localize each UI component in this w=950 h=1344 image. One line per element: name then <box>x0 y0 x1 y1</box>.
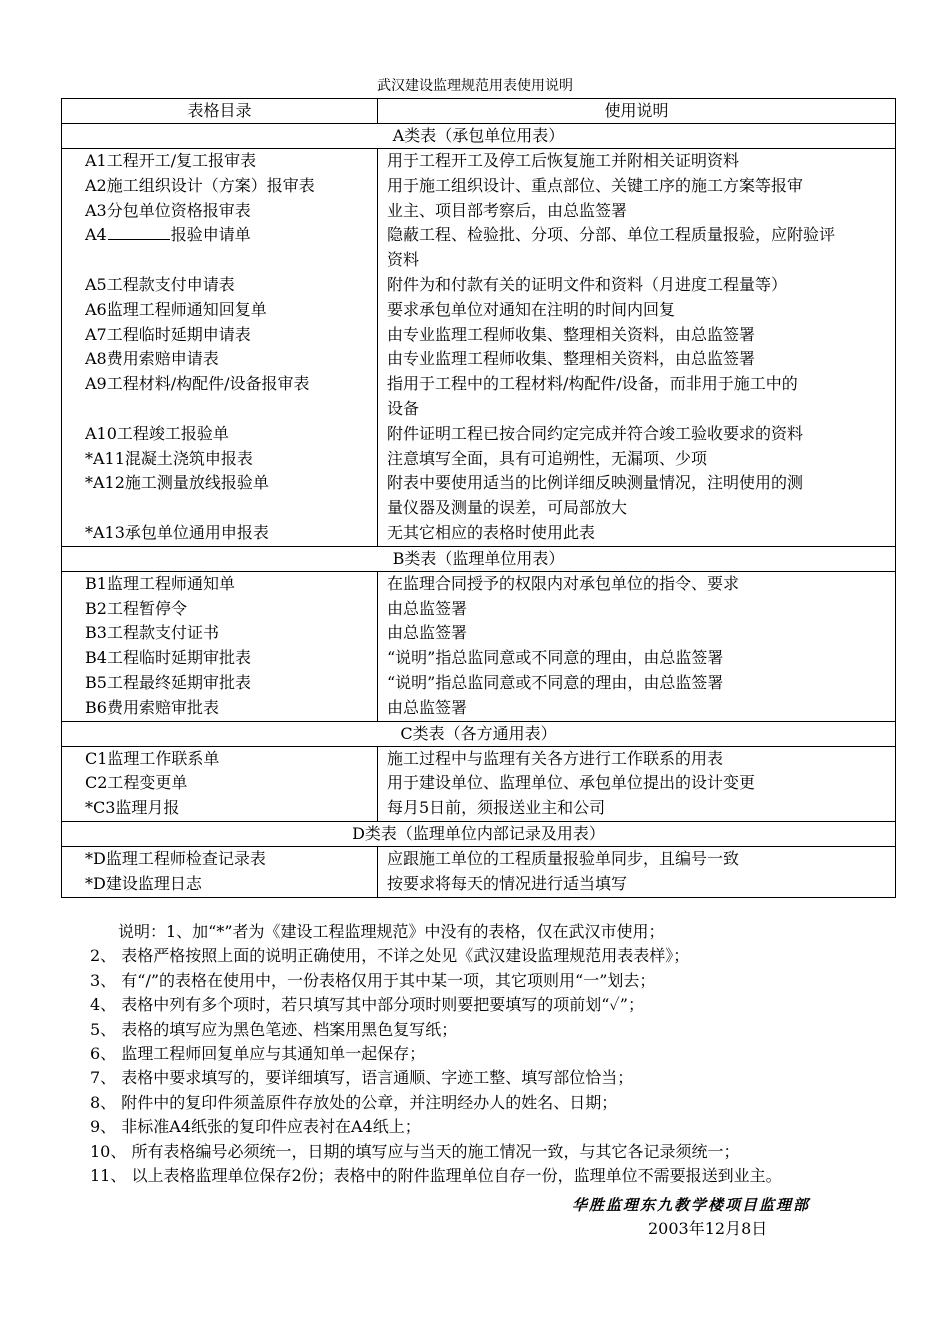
usage-line: 设备 <box>387 398 420 418</box>
form-item: B4工程临时延期审批表 <box>85 648 251 668</box>
form-item: *D建设监理日志 <box>85 873 202 893</box>
section-c-body <box>62 746 896 821</box>
section-b-body <box>62 571 896 721</box>
form-item: A6监理工程师通知回复单 <box>85 299 267 319</box>
usage-line: 无其它相应的表格时使用此表 <box>387 522 596 542</box>
form-item: B6费用索赔审批表 <box>85 697 219 717</box>
usage-line: 由专业监理工程师收集、整理相关资料，由总监签署 <box>387 324 756 344</box>
usage-line: 每月5日前，须报送业主和公司 <box>387 798 606 818</box>
section-b-heading: B类表（监理单位用表） <box>62 546 896 571</box>
form-code-a4: A4 <box>85 225 107 245</box>
section-d-usage <box>378 846 896 897</box>
note-line: 11、 以上表格监理单位保存2份；表格中的附件监理单位自存一份，监理单位不需要报送到业主。 <box>90 1165 782 1185</box>
note-line: 2、 表格严格按照上面的说明正确使用，不详之处见《武汉建设监理规范用表表样》； <box>90 946 690 966</box>
form-item <box>62 397 377 422</box>
issuing-organization: 华胜监理东九教学楼项目监理部 <box>572 1196 811 1214</box>
form-item <box>62 248 377 273</box>
form-item: *A13承包单位通用申报表 <box>85 522 269 542</box>
usage-line: 注意填写全面，具有可追朔性，无漏项、少项 <box>387 448 708 468</box>
section-b-forms <box>62 571 378 721</box>
form-item: B5工程最终延期审批表 <box>85 672 251 692</box>
section-heading-row <box>62 546 896 571</box>
section-c-usage <box>378 746 896 821</box>
usage-line: 附件为和付款有关的证明文件和资料（月进度工程量等） <box>387 274 788 294</box>
usage-line: 按要求将每天的情况进行适当填写 <box>387 873 628 893</box>
usage-line: 指用于工程中的工程材料/构配件/设备，而非用于施工中的 <box>387 374 798 394</box>
form-item: A7工程临时延期申请表 <box>85 324 251 344</box>
usage-notes <box>90 920 940 1188</box>
section-a-usage <box>378 149 896 547</box>
usage-line: 由总监签署 <box>387 598 468 618</box>
form-item: C2工程变更单 <box>85 773 188 793</box>
form-item: *A12施工测量放线报验单 <box>85 473 269 493</box>
form-item: A8费用索赔申请表 <box>85 349 219 369</box>
usage-line: 应跟施工单位的工程质量报验单同步，且编号一致 <box>387 848 740 868</box>
form-item-a4 <box>62 223 377 248</box>
form-item: B3工程款支付证书 <box>85 623 219 643</box>
form-item: A1工程开工/复工报审表 <box>85 151 257 170</box>
form-item: *D监理工程师检查记录表 <box>85 848 266 868</box>
note-line: 6、 监理工程师回复单应与其通知单一起保存； <box>90 1043 426 1063</box>
usage-line: 由总监签署 <box>387 623 468 643</box>
section-c-forms <box>62 746 378 821</box>
usage-line: 资料 <box>387 250 420 270</box>
note-line: 7、 表格中要求填写的，要详细填写，语言通顺、字迹工整、填写部位恰当； <box>90 1068 634 1088</box>
usage-line: 附表中要使用适当的比例详细反映测量情况，注明使用的测 <box>387 473 804 493</box>
form-item: C1监理工作联系单 <box>85 748 220 768</box>
usage-line: 用于工程开工及停工后恢复施工并附相关证明资料 <box>387 151 740 170</box>
section-d-heading: D类表（监理单位内部记录及用表） <box>62 821 896 846</box>
section-d-body <box>62 846 896 897</box>
table-header-row <box>62 99 896 124</box>
usage-line: “说明”指总监同意或不同意的理由，由总监签署 <box>387 648 724 668</box>
section-b-usage <box>378 571 896 721</box>
section-heading-row <box>62 721 896 746</box>
section-a-forms <box>62 149 378 547</box>
form-item: *A11混凝土浇筑申报表 <box>85 448 253 468</box>
form-item: A2施工组织设计（方案）报审表 <box>85 175 315 195</box>
header-usage-notes: 使用说明 <box>378 99 896 124</box>
note-line: 9、 非标准A4纸张的复印件应表衬在A4纸上； <box>90 1117 421 1137</box>
note-line: 8、 附件中的复印件须盖原件存放处的公章，并注明经办人的姓名、日期； <box>90 1092 618 1112</box>
form-a4-suffix: 报验申请单 <box>170 225 251 245</box>
note-line: 5、 表格的填写应为黑色笔迹、档案用黑色复写纸； <box>90 1019 458 1039</box>
section-a-heading: A类表（承包单位用表） <box>62 124 896 149</box>
note-line: 说明：1、加“*”者为《建设工程监理规范》中没有的表格，仅在武汉市使用； <box>118 922 665 941</box>
usage-line: “说明”指总监同意或不同意的理由，由总监签署 <box>387 672 724 692</box>
section-a-body <box>62 149 896 547</box>
form-item <box>62 496 377 521</box>
form-item: A10工程竣工报验单 <box>85 423 229 443</box>
usage-line: 业主、项目部考察后，由总监签署 <box>387 200 628 220</box>
form-item: A3分包单位资格报审表 <box>85 200 251 220</box>
usage-line: 用于建设单位、监理单位、承包单位提出的设计变更 <box>387 773 756 793</box>
usage-line: 要求承包单位对通知在注明的时间内回复 <box>387 299 676 319</box>
note-line: 3、 有“/”的表格在使用中，一份表格仅用于其中某一项，其它项则用“一”划去； <box>90 970 656 990</box>
usage-line: 由总监签署 <box>387 697 468 717</box>
note-line: 10、 所有表格编号必须统一，日期的填写应与当天的施工情况一致，与其它各记录须统一； <box>90 1141 740 1161</box>
form-item: B1监理工程师通知单 <box>85 573 235 593</box>
section-d-forms <box>62 846 378 897</box>
note-line: 4、 表格中列有多个项时，若只填写其中部分项时则要把要填写的项前划“✓”； <box>90 995 644 1015</box>
usage-line: 由专业监理工程师收集、整理相关资料，由总监签署 <box>387 349 756 369</box>
usage-line: 附件证明工程已按合同约定完成并符合竣工验收要求的资料 <box>387 423 804 443</box>
usage-line: 在监理合同授予的权限内对承包单位的指令、要求 <box>387 573 740 593</box>
form-item: A5工程款支付申请表 <box>85 274 235 294</box>
form-item: *C3监理月报 <box>85 798 180 818</box>
usage-line: 施工过程中与监理有关各方进行工作联系的用表 <box>387 748 724 768</box>
issue-date: 2003年12月8日 <box>648 1219 768 1238</box>
document-title: 武汉建设监理规范用表使用说明 <box>377 78 573 94</box>
section-c-heading: C类表（各方通用表） <box>62 721 896 746</box>
usage-line: 用于施工组织设计、重点部位、关键工序的施工方案等报审 <box>387 175 804 195</box>
usage-line: 量仪器及测量的误差，可局部放大 <box>387 498 628 518</box>
section-heading-row <box>62 124 896 149</box>
form-item: B2工程暂停令 <box>85 598 187 618</box>
section-heading-row <box>62 821 896 846</box>
usage-line: 隐蔽工程、检验批、分项、分部、单位工程质量报验，应附验评 <box>387 225 836 245</box>
fill-in-blank <box>108 225 170 240</box>
header-forms-catalog: 表格目录 <box>62 99 378 124</box>
form-item: A9工程材料/构配件/设备报审表 <box>85 374 310 394</box>
forms-table <box>61 98 896 898</box>
